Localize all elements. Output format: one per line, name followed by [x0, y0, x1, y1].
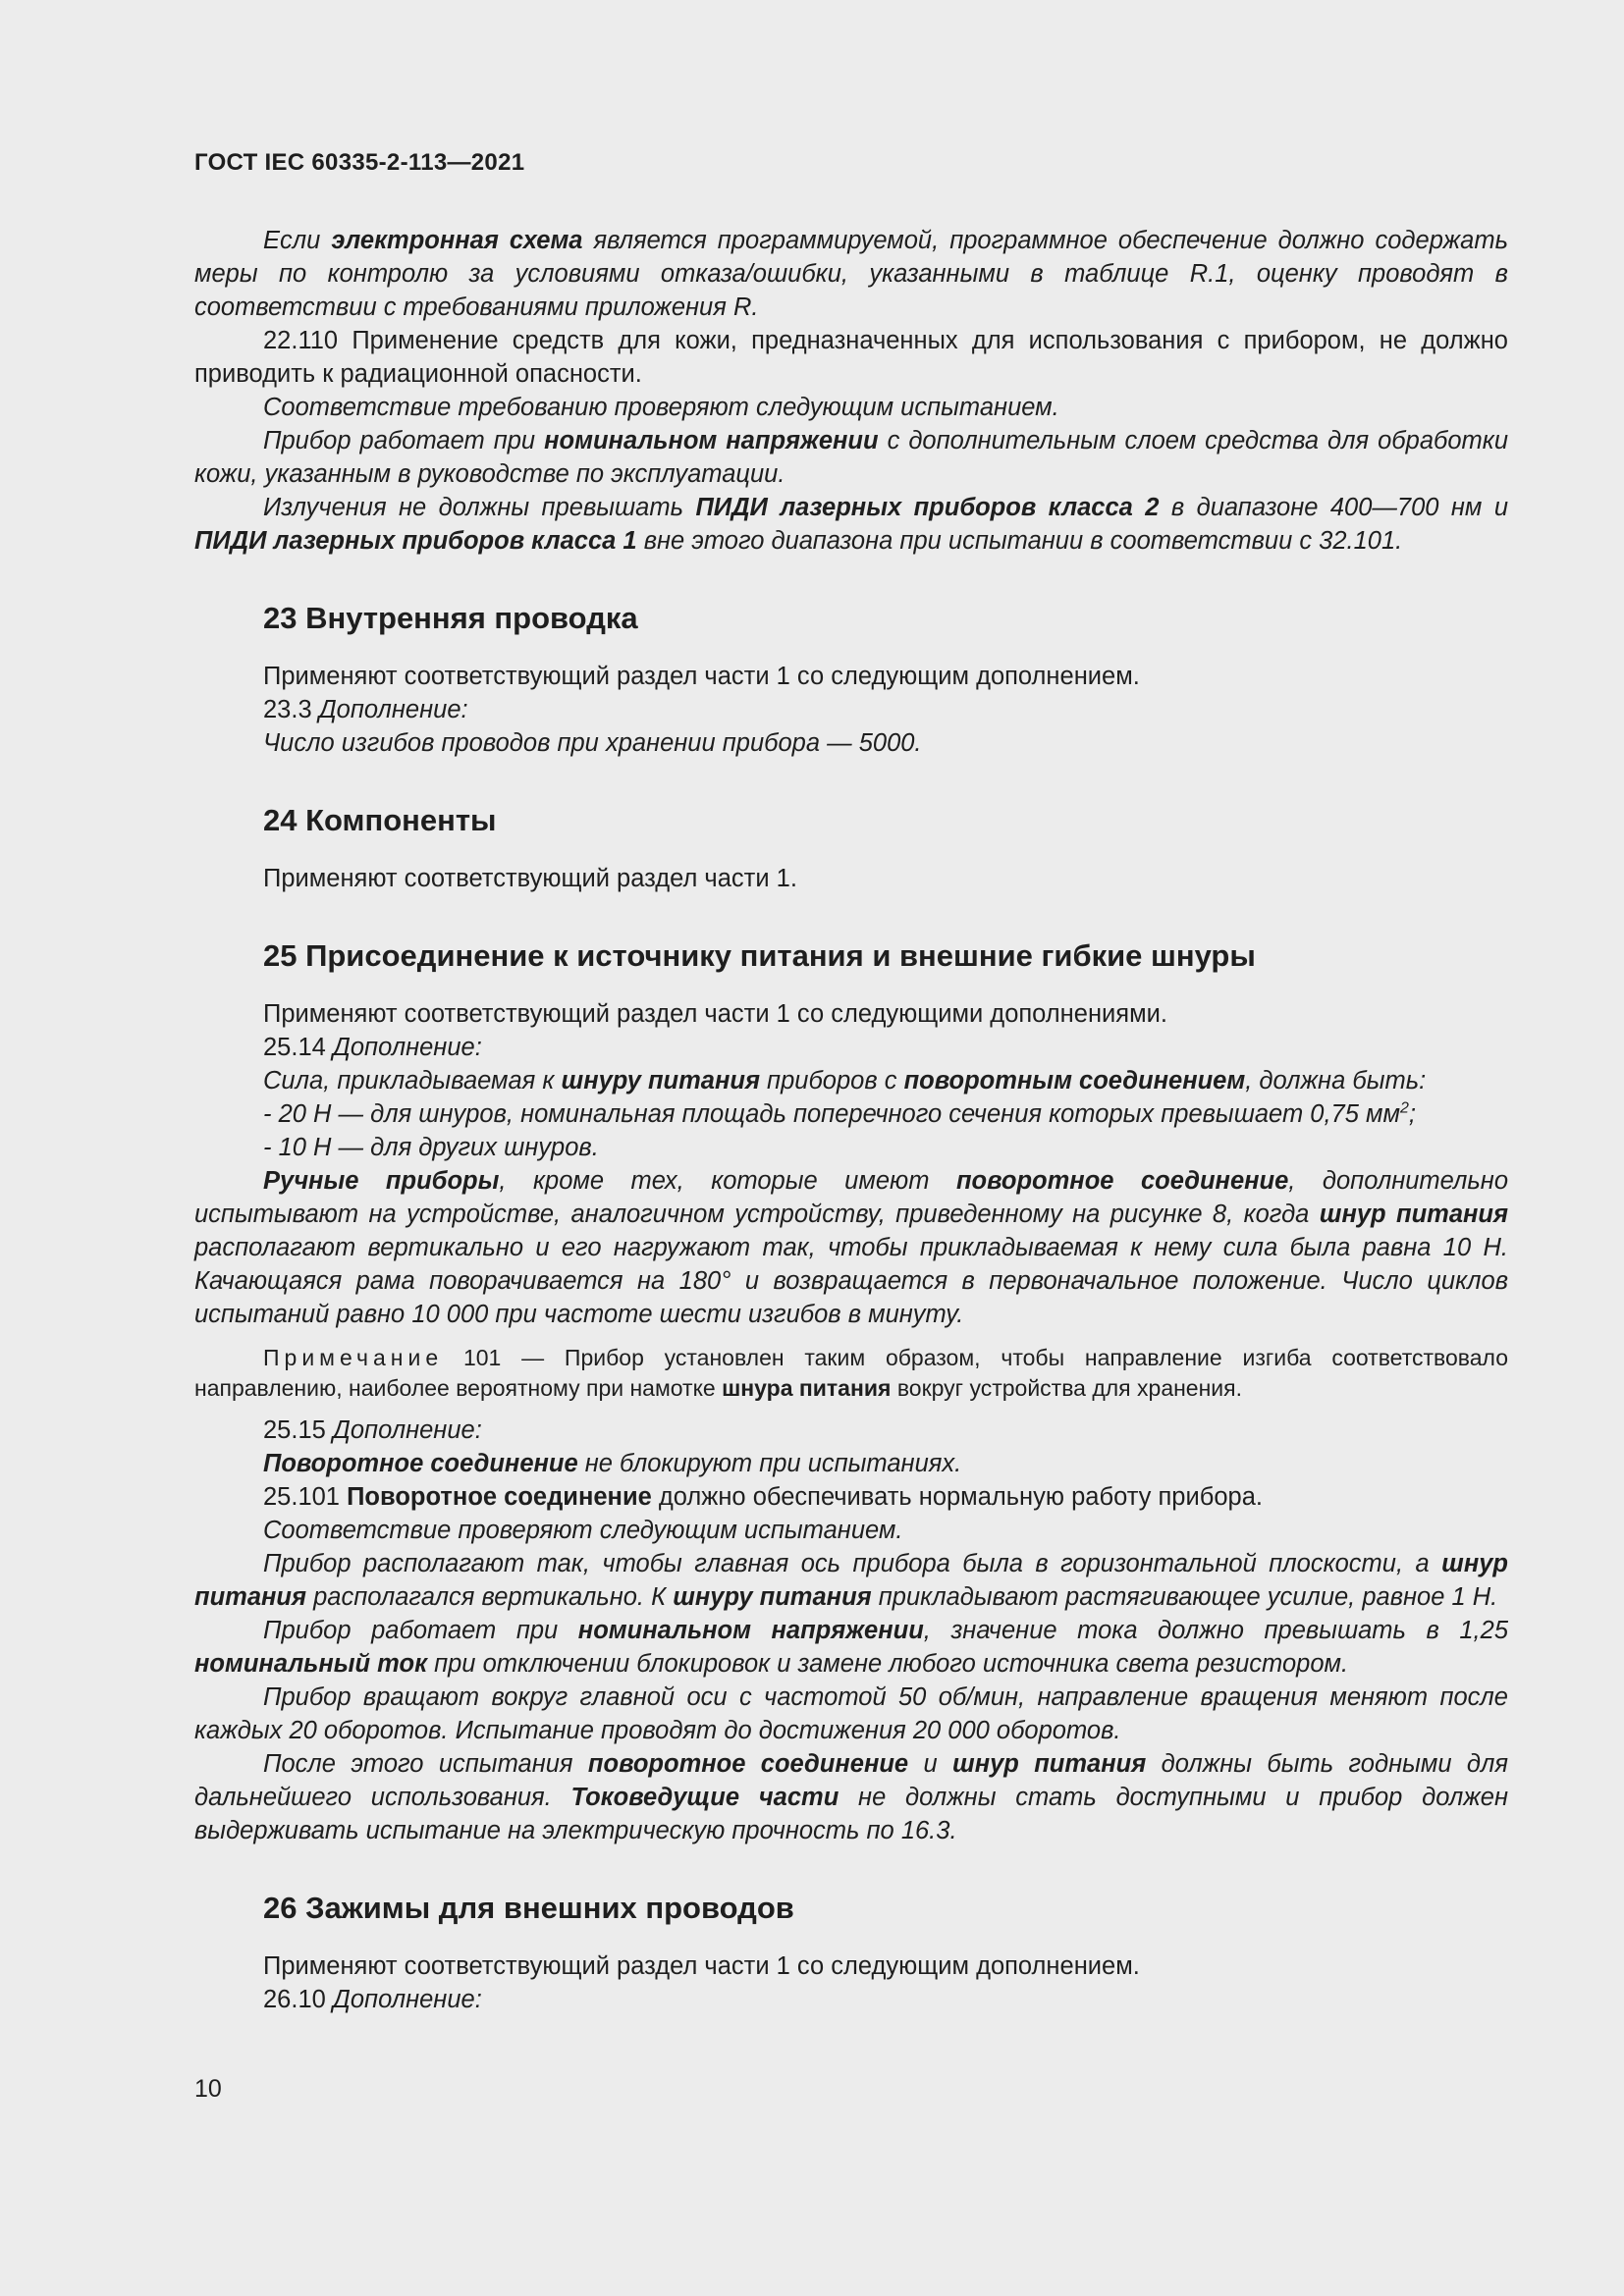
paragraph-23-3: 23.3 Дополнение: — [263, 696, 468, 723]
paragraph-25-15: 25.15 Дополнение: — [263, 1416, 482, 1444]
paragraph-25-intro: Применяют соответствующий раздел части 1 со следующими дополнениями. — [263, 1000, 1167, 1028]
list-item-10n: - 10 Н — для других шнуров. — [263, 1134, 599, 1161]
term-rated-voltage: номинальном напряжении — [544, 427, 879, 454]
paragraph-emission-limits: Излучения не должны превышать ПИДИ лазерных приборов класса 2 в диапазоне 400—700 нм и ПИДИ лазерных приборов класса 1 вне этого диапазона при испытании в соответствии с 32.101. — [194, 494, 1509, 555]
term-ael-class-2: ПИДИ лазерных приборов класса 2 — [695, 494, 1160, 521]
paragraph-26-intro: Применяют соответствующий раздел части 1 со следующим дополнением. — [263, 1952, 1140, 1980]
section-26-body — [194, 1949, 1508, 2016]
paragraph-after-test: После этого испытания поворотное соединение и шнур питания должны быть годными для дальнейшего использования. Токоведущие части не должны стать доступными и прибор должен выдерживать испытание на электрическую прочность по 16.3. — [194, 1750, 1509, 1844]
paragraph-rated-voltage: Прибор работает при номинальном напряжении с дополнительным слоем средства для обработки кожи, указанным в руководстве по эксплуатации. — [194, 427, 1508, 488]
paragraph-26-10: 26.10 Дополнение: — [263, 1986, 482, 2013]
term-swivel-joint: поворотным соединением — [903, 1067, 1246, 1095]
paragraph-compliance-check: Соответствие требованию проверяют следующим испытанием. — [263, 394, 1059, 421]
section-24-body — [194, 862, 1508, 895]
term-supply-cord: шнуру питания — [561, 1067, 760, 1095]
term-ael-class-1: ПИДИ лазерных приборов класса 1 — [194, 527, 637, 555]
section-25-heading: 25 Присоединение к источнику питания и внешние гибкие шнуры — [263, 938, 1256, 973]
paragraph-compliance-test: Соответствие проверяют следующим испытанием. — [263, 1517, 903, 1544]
section-25-body — [194, 997, 1508, 1847]
paragraph-swivel-not-blocked: Поворотное соединение не блокируют при испытаниях. — [263, 1450, 962, 1477]
document-body — [194, 224, 1508, 2016]
paragraph-22-110: 22.110 Применение средств для кожи, предназначенных для использования с прибором, не должно приводить к радиационной опасности. — [194, 327, 1508, 388]
term-electronic-circuit: электронная схема — [331, 227, 583, 254]
list-item-20n: - 20 Н — для шнуров, номинальная площадь поперечного сечения которых превышает 0,75 $мм^2$; — [263, 1099, 1416, 1128]
paragraph-24-intro: Применяют соответствующий раздел части 1. — [263, 865, 797, 892]
section-24-heading: 24 Компоненты — [263, 803, 497, 837]
paragraph-positioning: Прибор располагают так, чтобы главная ось прибора была в горизонтальной плоскости, а шнур питания располагался вертикально. К шнуру питания прикладывают растягивающее усилие, равное 1 Н. — [194, 1550, 1508, 1611]
note-label: Примечание — [263, 1345, 444, 1370]
term-hand-held-appliances: Ручные приборы — [263, 1167, 500, 1195]
section-26-heading: 26 Зажимы для внешних проводов — [263, 1891, 794, 1925]
paragraph-hand-held-appliances: Ручные приборы, кроме тех, которые имеют поворотное соединение, дополнительно испытывают на устройстве, аналогичном устройству, приведенному на рисунке 8, когда шнур питания располагают вертикально и его нагружают так, чтобы прикладываемая к нему сила была равна 10 Н. Качающаяся рама поворачивается на 180° и возвращается в первоначальное положение. Число циклов испытаний равно 10 000 при частоте шести изгибов в минуту. — [194, 1167, 1508, 1328]
section-23-heading: 23 Внутренняя проводка — [263, 601, 638, 635]
paragraph-23-intro: Применяют соответствующий раздел части 1 со следующим дополнением. — [263, 663, 1140, 690]
paragraph-bend-count: Число изгибов проводов при хранении прибора — 5000. — [263, 729, 922, 757]
paragraph-rated-current: Прибор работает при номинальном напряжении, значение тока должно превышать в 1,25 номинальный ток при отключении блокировок и замене любого источника света резистором. — [194, 1617, 1509, 1678]
note-101: Примечание 101 — Прибор установлен таким образом, чтобы направление изгиба соответствовало направлению, наиболее вероятному при намотке шнура питания вокруг устройства для хранения. — [194, 1345, 1508, 1401]
section-23-body — [194, 660, 1508, 760]
page-number: 10 — [194, 2075, 222, 2103]
paragraph-25-14: 25.14 Дополнение: — [263, 1034, 482, 1061]
paragraph-software-requirements: Если электронная схема является программируемой, программное обеспечение должно содержать меры по контролю за условиями отказа/ошибки, указанными в таблице R.1, оценку проводят в соответствии с требованиями приложения R. — [194, 227, 1508, 321]
document-code-header: ГОСТ IEC 60335-2-113—2021 — [194, 149, 525, 176]
paragraph-rotation: Прибор вращают вокруг главной оси с частотой 50 об/мин, направление вращения меняют после каждых 20 оборотов. Испытание проводят до достижения 20 000 оборотов. — [194, 1683, 1508, 1744]
paragraph-25-101: 25.101 Поворотное соединение должно обеспечивать нормальную работу прибора. — [263, 1483, 1263, 1511]
paragraph-applied-force: Сила, прикладываемая к шнуру питания приборов с поворотным соединением, должна быть: — [263, 1067, 1427, 1095]
